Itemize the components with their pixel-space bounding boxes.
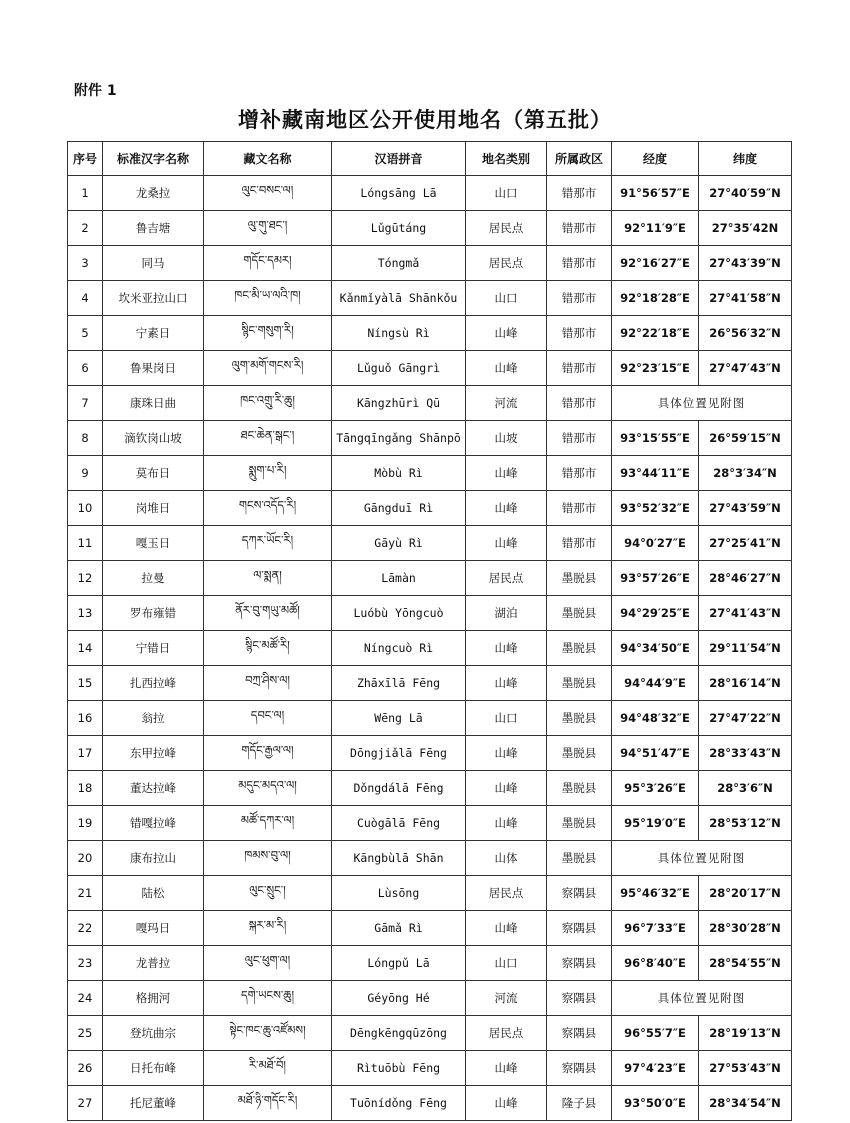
cell-tibetan-name: གདོང་རྒྱལ་ལ། [204, 736, 332, 771]
cell-han-name: 康布拉山 [103, 841, 204, 876]
table-row [68, 281, 792, 316]
cell-type: 山峰 [466, 736, 547, 771]
cell-seq: 20 [68, 841, 103, 876]
cell-longitude: 92°22′18″E [612, 316, 699, 351]
cell-latitude: 27°40′59″N [699, 176, 792, 211]
col-header-pinyin: 汉语拼音 [332, 142, 466, 176]
cell-seq: 22 [68, 911, 103, 946]
cell-longitude: 92°23′15″E [612, 351, 699, 386]
cell-region: 察隅县 [547, 911, 612, 946]
cell-type: 居民点 [466, 211, 547, 246]
cell-seq: 16 [68, 701, 103, 736]
cell-region: 错那市 [547, 281, 612, 316]
cell-seq: 6 [68, 351, 103, 386]
table-row [68, 736, 792, 771]
cell-latitude: 28°20′17″N [699, 876, 792, 911]
cell-tibetan-name: སྙིང་མཚོ་རི། [204, 631, 332, 666]
cell-tibetan-name: ཐང་ཆེན་སྒང་། [204, 421, 332, 456]
cell-tibetan-name: ལུང་ཕུག་ལ། [204, 946, 332, 981]
cell-han-name: 宁错日 [103, 631, 204, 666]
cell-latitude: 26°59′15″N [699, 421, 792, 456]
cell-tibetan-name: སྐར་མ་རི། [204, 911, 332, 946]
cell-latitude: 27°25′41″N [699, 526, 792, 561]
cell-region: 错那市 [547, 456, 612, 491]
table-row [68, 701, 792, 736]
cell-type: 山体 [466, 841, 547, 876]
cell-latitude: 28°3′34″N [699, 456, 792, 491]
cell-han-name: 拉曼 [103, 561, 204, 596]
cell-seq: 4 [68, 281, 103, 316]
cell-type: 居民点 [466, 561, 547, 596]
cell-longitude: 93°50′0″E [612, 1086, 699, 1121]
cell-longitude: 93°15′55″E [612, 421, 699, 456]
cell-latitude: 28°46′27″N [699, 561, 792, 596]
cell-tibetan-name: རི་མཐོ་བོ། [204, 1051, 332, 1086]
cell-location-note: 具体位置见附图 [612, 386, 792, 421]
table-row [68, 946, 792, 981]
cell-tibetan-name: དབང་ལ། [204, 701, 332, 736]
cell-latitude: 28°34′54″N [699, 1086, 792, 1121]
cell-type: 山峰 [466, 316, 547, 351]
table-row [68, 491, 792, 526]
cell-latitude: 26°56′32″N [699, 316, 792, 351]
cell-han-name: 翁拉 [103, 701, 204, 736]
cell-region: 墨脱县 [547, 736, 612, 771]
table-row [68, 981, 792, 1016]
cell-type: 山峰 [466, 351, 547, 386]
cell-seq: 1 [68, 176, 103, 211]
cell-han-name: 鲁吉塘 [103, 211, 204, 246]
cell-longitude: 94°34′50″E [612, 631, 699, 666]
cell-longitude: 92°11′9″E [612, 211, 699, 246]
table-row [68, 176, 792, 211]
cell-longitude: 94°29′25″E [612, 596, 699, 631]
col-header-type: 地名类别 [466, 142, 547, 176]
cell-seq: 11 [68, 526, 103, 561]
cell-tibetan-name: དགེ་ཡངས་ཆུ། [204, 981, 332, 1016]
cell-tibetan-name: ཁང་འགྲུ་རི་ཆུ། [204, 386, 332, 421]
table-row [68, 596, 792, 631]
cell-seq: 23 [68, 946, 103, 981]
cell-region: 察隅县 [547, 946, 612, 981]
cell-latitude: 28°16′14″N [699, 666, 792, 701]
cell-region: 察隅县 [547, 981, 612, 1016]
table-row [68, 386, 792, 421]
cell-seq: 8 [68, 421, 103, 456]
cell-pinyin: Níngsù Rì [332, 316, 466, 351]
cell-region: 察隅县 [547, 1016, 612, 1051]
cell-tibetan-name: མཚོ་དཀར་ལ། [204, 806, 332, 841]
cell-pinyin: Kāngbùlā Shān [332, 841, 466, 876]
cell-region: 错那市 [547, 176, 612, 211]
cell-han-name: 东甲拉峰 [103, 736, 204, 771]
cell-tibetan-name: སྟེང་ཁང་ཆུ་འཛོམས། [204, 1016, 332, 1051]
cell-region: 错那市 [547, 211, 612, 246]
cell-region: 察隅县 [547, 876, 612, 911]
cell-region: 墨脱县 [547, 596, 612, 631]
cell-latitude: 27°47′22″N [699, 701, 792, 736]
cell-han-name: 陆松 [103, 876, 204, 911]
cell-han-name: 岗堆日 [103, 491, 204, 526]
cell-tibetan-name: དཀར་ཡོང་རི། [204, 526, 332, 561]
cell-pinyin: Zhāxīlā Fēng [332, 666, 466, 701]
col-header-han: 标准汉字名称 [103, 142, 204, 176]
cell-type: 河流 [466, 981, 547, 1016]
cell-type: 山峰 [466, 911, 547, 946]
cell-longitude: 95°19′0″E [612, 806, 699, 841]
cell-region: 墨脱县 [547, 771, 612, 806]
cell-latitude: 27°53′43″N [699, 1051, 792, 1086]
cell-type: 居民点 [466, 246, 547, 281]
cell-tibetan-name: ཁང་མི་ཡ་ལའི་ཁ། [204, 281, 332, 316]
cell-tibetan-name: ནོར་བུ་གཡུ་མཚོ། [204, 596, 332, 631]
cell-han-name: 康珠日曲 [103, 386, 204, 421]
cell-pinyin: Gāmǎ Rì [332, 911, 466, 946]
cell-pinyin: Lùsōng [332, 876, 466, 911]
cell-pinyin: Cuògālā Fēng [332, 806, 466, 841]
cell-han-name: 格拥河 [103, 981, 204, 1016]
cell-pinyin: Dōngjiǎlā Fēng [332, 736, 466, 771]
cell-seq: 2 [68, 211, 103, 246]
cell-pinyin: Gāyù Rì [332, 526, 466, 561]
cell-region: 墨脱县 [547, 631, 612, 666]
cell-longitude: 97°4′23″E [612, 1051, 699, 1086]
cell-longitude: 94°44′9″E [612, 666, 699, 701]
cell-seq: 13 [68, 596, 103, 631]
cell-latitude: 27°47′43″N [699, 351, 792, 386]
table-header-row [68, 142, 792, 176]
col-header-lat: 纬度 [699, 142, 792, 176]
cell-seq: 24 [68, 981, 103, 1016]
col-header-tib: 藏文名称 [204, 142, 332, 176]
cell-longitude: 96°8′40″E [612, 946, 699, 981]
cell-location-note: 具体位置见附图 [612, 841, 792, 876]
cell-pinyin: Dǒngdálā Fēng [332, 771, 466, 806]
cell-type: 山口 [466, 701, 547, 736]
cell-longitude: 93°52′32″E [612, 491, 699, 526]
cell-tibetan-name: ལུང་བསང་ལ། [204, 176, 332, 211]
cell-tibetan-name: ལུ་གུ་ཐང་། [204, 211, 332, 246]
cell-type: 山峰 [466, 771, 547, 806]
col-header-seq: 序号 [68, 142, 103, 176]
cell-type: 山口 [466, 176, 547, 211]
cell-type: 山峰 [466, 456, 547, 491]
cell-type: 河流 [466, 386, 547, 421]
cell-pinyin: Géyōng Hé [332, 981, 466, 1016]
cell-pinyin: Gāngduī Rì [332, 491, 466, 526]
table-row [68, 806, 792, 841]
cell-pinyin: Kāngzhūrì Qū [332, 386, 466, 421]
attachment-label: 附件 1 [74, 83, 117, 99]
cell-pinyin: Dēngkēngqūzōng [332, 1016, 466, 1051]
cell-tibetan-name: བཀྲ་ཤིས་ལ། [204, 666, 332, 701]
cell-seq: 5 [68, 316, 103, 351]
cell-han-name: 龙普拉 [103, 946, 204, 981]
cell-longitude: 94°48′32″E [612, 701, 699, 736]
cell-latitude: 27°41′58″N [699, 281, 792, 316]
cell-longitude: 93°57′26″E [612, 561, 699, 596]
cell-tibetan-name: གདོང་དམར། [204, 246, 332, 281]
cell-tibetan-name: སྨུག་པ་རི། [204, 456, 332, 491]
cell-pinyin: Wēng Lā [332, 701, 466, 736]
cell-han-name: 坎米亚拉山口 [103, 281, 204, 316]
cell-han-name: 嘎玛日 [103, 911, 204, 946]
cell-tibetan-name: སྙིང་གསུག་རི། [204, 316, 332, 351]
cell-longitude: 95°3′26″E [612, 771, 699, 806]
cell-region: 墨脱县 [547, 806, 612, 841]
cell-latitude: 28°54′55″N [699, 946, 792, 981]
cell-longitude: 94°51′47″E [612, 736, 699, 771]
cell-type: 居民点 [466, 1016, 547, 1051]
cell-tibetan-name: ཁམས་བུ་ལ། [204, 841, 332, 876]
cell-type: 山口 [466, 281, 547, 316]
cell-pinyin: Rìtuōbù Fēng [332, 1051, 466, 1086]
cell-latitude: 28°19′13″N [699, 1016, 792, 1051]
table-row [68, 1051, 792, 1086]
table-row [68, 631, 792, 666]
cell-han-name: 莫布日 [103, 456, 204, 491]
cell-longitude: 96°7′33″E [612, 911, 699, 946]
table-row [68, 316, 792, 351]
cell-seq: 21 [68, 876, 103, 911]
cell-seq: 26 [68, 1051, 103, 1086]
cell-latitude: 27°35′42N [699, 211, 792, 246]
cell-seq: 17 [68, 736, 103, 771]
cell-region: 墨脱县 [547, 841, 612, 876]
cell-location-note: 具体位置见附图 [612, 981, 792, 1016]
table-row [68, 421, 792, 456]
cell-han-name: 扎西拉峰 [103, 666, 204, 701]
cell-seq: 15 [68, 666, 103, 701]
cell-pinyin: Tóngmǎ [332, 246, 466, 281]
cell-seq: 7 [68, 386, 103, 421]
cell-seq: 9 [68, 456, 103, 491]
cell-type: 山峰 [466, 1051, 547, 1086]
cell-region: 错那市 [547, 386, 612, 421]
cell-latitude: 27°41′43″N [699, 596, 792, 631]
cell-tibetan-name: མཐོ་ཉི་གདོང་རི། [204, 1086, 332, 1121]
cell-pinyin: Lóngpǔ Lā [332, 946, 466, 981]
cell-han-name: 龙桑拉 [103, 176, 204, 211]
cell-han-name: 日托布峰 [103, 1051, 204, 1086]
cell-tibetan-name: གངས་འདོད་རི། [204, 491, 332, 526]
cell-region: 错那市 [547, 526, 612, 561]
cell-longitude: 95°46′32″E [612, 876, 699, 911]
table-row [68, 771, 792, 806]
cell-type: 山峰 [466, 526, 547, 561]
cell-seq: 12 [68, 561, 103, 596]
cell-region: 察隅县 [547, 1051, 612, 1086]
col-header-lon: 经度 [612, 142, 699, 176]
cell-pinyin: Kǎnmǐyàlā Shānkǒu [332, 281, 466, 316]
cell-pinyin: Tuōnídǒng Fēng [332, 1086, 466, 1121]
document-title: 增补藏南地区公开使用地名（第五批） [238, 108, 612, 132]
cell-region: 错那市 [547, 316, 612, 351]
col-header-region: 所属政区 [547, 142, 612, 176]
place-names-table [67, 141, 792, 1121]
cell-type: 山峰 [466, 666, 547, 701]
table-row [68, 876, 792, 911]
cell-pinyin: Níngcuò Rì [332, 631, 466, 666]
cell-han-name: 宁素日 [103, 316, 204, 351]
cell-latitude: 27°43′39″N [699, 246, 792, 281]
table-row [68, 526, 792, 561]
cell-han-name: 同马 [103, 246, 204, 281]
table-row [68, 351, 792, 386]
cell-type: 山峰 [466, 806, 547, 841]
cell-pinyin: Lóngsāng Lā [332, 176, 466, 211]
cell-latitude: 28°3′6″N [699, 771, 792, 806]
table-row [68, 1086, 792, 1121]
table-row [68, 666, 792, 701]
cell-han-name: 鲁果岗日 [103, 351, 204, 386]
cell-region: 墨脱县 [547, 701, 612, 736]
cell-han-name: 罗布雍错 [103, 596, 204, 631]
table-row [68, 456, 792, 491]
cell-longitude: 92°18′28″E [612, 281, 699, 316]
cell-seq: 18 [68, 771, 103, 806]
cell-han-name: 滴钦岗山坡 [103, 421, 204, 456]
cell-seq: 10 [68, 491, 103, 526]
cell-pinyin: Lāmàn [332, 561, 466, 596]
cell-tibetan-name: ལ་སྨན། [204, 561, 332, 596]
cell-han-name: 董达拉峰 [103, 771, 204, 806]
table-row [68, 841, 792, 876]
cell-seq: 25 [68, 1016, 103, 1051]
cell-han-name: 错嘎拉峰 [103, 806, 204, 841]
cell-latitude: 27°43′59″N [699, 491, 792, 526]
cell-latitude: 28°30′28″N [699, 911, 792, 946]
cell-longitude: 94°0′27″E [612, 526, 699, 561]
cell-pinyin: Luóbù Yōngcuò [332, 596, 466, 631]
cell-han-name: 嘎玉日 [103, 526, 204, 561]
table-row [68, 911, 792, 946]
cell-type: 湖泊 [466, 596, 547, 631]
cell-pinyin: Lǔgūtáng [332, 211, 466, 246]
cell-han-name: 托尼董峰 [103, 1086, 204, 1121]
table-row [68, 1016, 792, 1051]
cell-latitude: 28°33′43″N [699, 736, 792, 771]
cell-seq: 3 [68, 246, 103, 281]
table-row [68, 246, 792, 281]
cell-longitude: 92°16′27″E [612, 246, 699, 281]
cell-type: 山峰 [466, 631, 547, 666]
cell-han-name: 登坑曲宗 [103, 1016, 204, 1051]
cell-tibetan-name: ལུང་སྲུང་། [204, 876, 332, 911]
cell-tibetan-name: ལུག་མགོ་གངས་རི། [204, 351, 332, 386]
cell-type: 山坡 [466, 421, 547, 456]
cell-pinyin: Tāngqīngǎng Shānpō [332, 421, 466, 456]
table-row [68, 561, 792, 596]
cell-region: 隆子县 [547, 1086, 612, 1121]
cell-region: 错那市 [547, 246, 612, 281]
cell-latitude: 28°53′12″N [699, 806, 792, 841]
cell-region: 墨脱县 [547, 561, 612, 596]
cell-region: 错那市 [547, 351, 612, 386]
cell-pinyin: Lǔguǒ Gāngrì [332, 351, 466, 386]
cell-longitude: 91°56′57″E [612, 176, 699, 211]
cell-type: 山口 [466, 946, 547, 981]
cell-latitude: 29°11′54″N [699, 631, 792, 666]
cell-longitude: 96°55′7″E [612, 1016, 699, 1051]
cell-seq: 19 [68, 806, 103, 841]
cell-type: 山峰 [466, 491, 547, 526]
cell-region: 错那市 [547, 491, 612, 526]
cell-seq: 27 [68, 1086, 103, 1121]
cell-tibetan-name: མདུང་མདའ་ལ། [204, 771, 332, 806]
cell-seq: 14 [68, 631, 103, 666]
table-row [68, 211, 792, 246]
cell-type: 居民点 [466, 876, 547, 911]
cell-region: 错那市 [547, 421, 612, 456]
cell-pinyin: Mòbù Rì [332, 456, 466, 491]
cell-region: 墨脱县 [547, 666, 612, 701]
cell-type: 山峰 [466, 1086, 547, 1121]
cell-longitude: 93°44′11″E [612, 456, 699, 491]
